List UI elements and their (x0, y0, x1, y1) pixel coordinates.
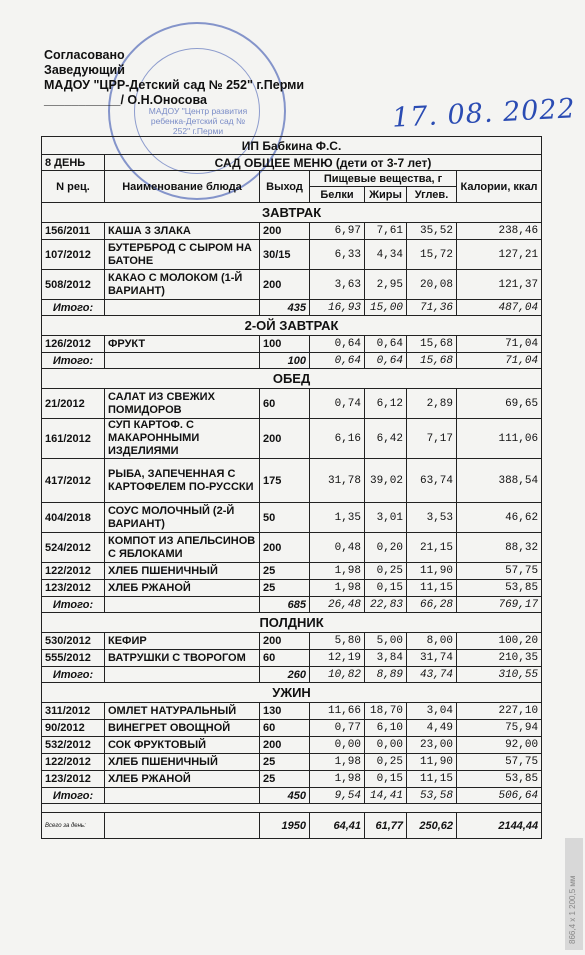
spacer-cell (42, 804, 542, 813)
dish-fat: 3,84 (365, 650, 407, 667)
dish-portion: 100 (260, 336, 310, 353)
total-label: Итого: (42, 788, 105, 804)
dish-row (42, 389, 542, 419)
dish-portion: 60 (260, 650, 310, 667)
recipe-number: 311/2012 (42, 703, 105, 720)
total-fat: 22,83 (365, 597, 407, 613)
col-rec: N рец. (42, 171, 105, 203)
handwritten-date: 17. 08. 2022 (391, 93, 577, 134)
total-portion: 435 (260, 300, 310, 316)
dish-protein: 0,77 (310, 720, 365, 737)
dish-protein: 0,64 (310, 336, 365, 353)
dish-protein: 1,98 (310, 754, 365, 771)
col-out: Выход (260, 171, 310, 203)
dish-carbs: 8,00 (407, 633, 457, 650)
dish-row (42, 336, 542, 353)
dish-name: КАША 3 ЗЛАКА (105, 223, 260, 240)
total-fat: 15,00 (365, 300, 407, 316)
total-label: Итого: (42, 597, 105, 613)
dish-protein: 1,98 (310, 580, 365, 597)
dish-fat: 0,25 (365, 754, 407, 771)
dish-carbs: 7,17 (407, 419, 457, 459)
dish-row (42, 503, 542, 533)
approval-line-2: Заведующий (44, 63, 125, 77)
dish-fat: 0,25 (365, 563, 407, 580)
dish-carbs: 11,90 (407, 563, 457, 580)
dish-protein: 0,00 (310, 737, 365, 754)
dish-row (42, 223, 542, 240)
section-total-row (42, 597, 542, 613)
section-header-row (42, 203, 542, 223)
recipe-number: 555/2012 (42, 650, 105, 667)
dish-portion: 60 (260, 389, 310, 419)
dish-carbs: 3,04 (407, 703, 457, 720)
recipe-number: 122/2012 (42, 563, 105, 580)
dish-name: САЛАТ ИЗ СВЕЖИХ ПОМИДОРОВ (105, 389, 260, 419)
dish-portion: 60 (260, 720, 310, 737)
dish-portion: 25 (260, 771, 310, 788)
dish-name: ВИНЕГРЕТ ОВОЩНОЙ (105, 720, 260, 737)
dish-fat: 6,42 (365, 419, 407, 459)
dish-row (42, 633, 542, 650)
dish-row (42, 580, 542, 597)
dish-portion: 130 (260, 703, 310, 720)
col-fat: Жиры (365, 187, 407, 203)
dish-name: СОУС МОЛОЧНЫЙ (2-Й ВАРИАНТ) (105, 503, 260, 533)
total-protein: 16,93 (310, 300, 365, 316)
dish-name: ХЛЕБ РЖАНОЙ (105, 771, 260, 788)
menu-title: САД ОБЩЕЕ МЕНЮ (дети от 3-7 лет) (105, 155, 542, 171)
recipe-number: 122/2012 (42, 754, 105, 771)
section-title: ОБЕД (42, 369, 542, 389)
dish-kcal: 53,85 (457, 771, 542, 788)
total-blank (105, 353, 260, 369)
total-portion: 100 (260, 353, 310, 369)
dish-protein: 12,19 (310, 650, 365, 667)
section-total-row (42, 667, 542, 683)
recipe-number: 123/2012 (42, 771, 105, 788)
dish-fat: 6,10 (365, 720, 407, 737)
total-protein: 9,54 (310, 788, 365, 804)
total-blank (105, 788, 260, 804)
total-carbs: 43,74 (407, 667, 457, 683)
dish-kcal: 127,21 (457, 240, 542, 270)
dish-carbs: 3,53 (407, 503, 457, 533)
dish-name: РЫБА, ЗАПЕЧЕННАЯ С КАРТОФЕЛЕМ ПО-РУССКИ (105, 459, 260, 503)
dish-name: ФРУКТ (105, 336, 260, 353)
dish-row (42, 240, 542, 270)
dish-kcal: 111,06 (457, 419, 542, 459)
recipe-number: 156/2011 (42, 223, 105, 240)
grand-total-kcal: 2144,44 (457, 813, 542, 839)
dish-kcal: 92,00 (457, 737, 542, 754)
section-total-row (42, 788, 542, 804)
dish-portion: 200 (260, 533, 310, 563)
total-carbs: 53,58 (407, 788, 457, 804)
total-protein: 0,64 (310, 353, 365, 369)
dish-row (42, 563, 542, 580)
dish-carbs: 63,74 (407, 459, 457, 503)
dish-kcal: 88,32 (457, 533, 542, 563)
dish-portion: 200 (260, 419, 310, 459)
dish-portion: 200 (260, 633, 310, 650)
dish-fat: 0,15 (365, 580, 407, 597)
grand-total-label: Всего за день: (42, 813, 105, 839)
dish-fat: 6,12 (365, 389, 407, 419)
dish-row (42, 419, 542, 459)
total-protein: 10,82 (310, 667, 365, 683)
dish-kcal: 121,37 (457, 270, 542, 300)
total-label: Итого: (42, 300, 105, 316)
section-header-row (42, 683, 542, 703)
menu-table-wrap (41, 136, 541, 839)
dish-fat: 4,34 (365, 240, 407, 270)
approval-line-1: Согласовано (44, 48, 125, 62)
dish-name: ХЛЕБ ПШЕНИЧНЫЙ (105, 563, 260, 580)
dish-name: СУП КАРТОФ. С МАКАРОННЫМИ ИЗДЕЛИЯМИ (105, 419, 260, 459)
total-kcal: 71,04 (457, 353, 542, 369)
total-kcal: 769,17 (457, 597, 542, 613)
col-name: Наименование блюда (105, 171, 260, 203)
dish-portion: 200 (260, 270, 310, 300)
recipe-number: 417/2012 (42, 459, 105, 503)
dish-carbs: 4,49 (407, 720, 457, 737)
dish-row (42, 533, 542, 563)
company-name: ИП Бабкина Ф.С. (42, 137, 542, 155)
dish-carbs: 31,74 (407, 650, 457, 667)
total-portion: 260 (260, 667, 310, 683)
recipe-number: 532/2012 (42, 737, 105, 754)
dish-name: ВАТРУШКИ С ТВОРОГОМ (105, 650, 260, 667)
total-label: Итого: (42, 353, 105, 369)
total-fat: 14,41 (365, 788, 407, 804)
dish-carbs: 15,72 (407, 240, 457, 270)
section-title: ЗАВТРАК (42, 203, 542, 223)
scan-size-label (565, 838, 583, 950)
dish-carbs: 11,15 (407, 580, 457, 597)
section-total-row (42, 300, 542, 316)
dish-kcal: 57,75 (457, 754, 542, 771)
dish-fat: 0,15 (365, 771, 407, 788)
dish-portion: 25 (260, 563, 310, 580)
dish-row (42, 771, 542, 788)
dish-protein: 6,97 (310, 223, 365, 240)
total-fat: 8,89 (365, 667, 407, 683)
total-carbs: 66,28 (407, 597, 457, 613)
grand-total-row (42, 813, 542, 839)
total-fat: 0,64 (365, 353, 407, 369)
dish-carbs: 11,15 (407, 771, 457, 788)
recipe-number: 530/2012 (42, 633, 105, 650)
dish-fat: 0,20 (365, 533, 407, 563)
section-total-row (42, 353, 542, 369)
dish-carbs: 35,52 (407, 223, 457, 240)
grand-total-carbs: 250,62 (407, 813, 457, 839)
dish-fat: 2,95 (365, 270, 407, 300)
dish-kcal: 388,54 (457, 459, 542, 503)
approval-line-3: МАДОУ "ЦРР-Детский сад № 252" г.Перми (44, 78, 305, 92)
dish-kcal: 53,85 (457, 580, 542, 597)
total-blank (105, 597, 260, 613)
dish-protein: 5,80 (310, 633, 365, 650)
dish-row (42, 703, 542, 720)
total-portion: 685 (260, 597, 310, 613)
recipe-number: 404/2018 (42, 503, 105, 533)
dish-name: КЕФИР (105, 633, 260, 650)
dish-portion: 50 (260, 503, 310, 533)
recipe-number: 524/2012 (42, 533, 105, 563)
total-carbs: 15,68 (407, 353, 457, 369)
dish-protein: 1,98 (310, 563, 365, 580)
dish-protein: 0,74 (310, 389, 365, 419)
dish-name: ОМЛЕТ НАТУРАЛЬНЫЙ (105, 703, 260, 720)
dish-kcal: 69,65 (457, 389, 542, 419)
dish-fat: 7,61 (365, 223, 407, 240)
dish-carbs: 15,68 (407, 336, 457, 353)
dish-kcal: 227,10 (457, 703, 542, 720)
grand-total-portion: 1950 (260, 813, 310, 839)
total-protein: 26,48 (310, 597, 365, 613)
dish-name: ХЛЕБ РЖАНОЙ (105, 580, 260, 597)
dish-kcal: 46,62 (457, 503, 542, 533)
dish-fat: 0,64 (365, 336, 407, 353)
dish-fat: 5,00 (365, 633, 407, 650)
total-blank (105, 667, 260, 683)
dish-portion: 25 (260, 580, 310, 597)
total-kcal: 506,64 (457, 788, 542, 804)
dish-fat: 39,02 (365, 459, 407, 503)
dish-portion: 30/15 (260, 240, 310, 270)
recipe-number: 508/2012 (42, 270, 105, 300)
dish-protein: 3,63 (310, 270, 365, 300)
col-kcal: Калории, ккал (457, 171, 542, 203)
dish-protein: 1,98 (310, 771, 365, 788)
scan-size-text: 866,4 x 1 200,5 мм (568, 875, 577, 944)
grand-total-blank (105, 813, 260, 839)
dish-row (42, 754, 542, 771)
approval-block (44, 48, 304, 108)
dish-row (42, 650, 542, 667)
section-header-row (42, 369, 542, 389)
grand-total-fat: 61,77 (365, 813, 407, 839)
dish-carbs: 21,15 (407, 533, 457, 563)
dish-portion: 175 (260, 459, 310, 503)
dish-name: КОМПОТ ИЗ АПЕЛЬСИНОВ С ЯБЛОКАМИ (105, 533, 260, 563)
dish-portion: 200 (260, 737, 310, 754)
dish-row (42, 270, 542, 300)
recipe-number: 107/2012 (42, 240, 105, 270)
section-title: 2-ОЙ ЗАВТРАК (42, 316, 542, 336)
total-blank (105, 300, 260, 316)
dish-portion: 25 (260, 754, 310, 771)
section-title: УЖИН (42, 683, 542, 703)
dish-protein: 6,16 (310, 419, 365, 459)
dish-name: КАКАО С МОЛОКОМ (1-Й ВАРИАНТ) (105, 270, 260, 300)
dish-carbs: 2,89 (407, 389, 457, 419)
total-kcal: 487,04 (457, 300, 542, 316)
col-carbs: Углев. (407, 187, 457, 203)
dish-kcal: 210,35 (457, 650, 542, 667)
section-header-row (42, 613, 542, 633)
menu-table (41, 136, 542, 839)
total-carbs: 71,36 (407, 300, 457, 316)
dish-kcal: 100,20 (457, 633, 542, 650)
total-kcal: 310,55 (457, 667, 542, 683)
spacer-row (42, 804, 542, 813)
col-protein: Белки (310, 187, 365, 203)
dish-carbs: 23,00 (407, 737, 457, 754)
dish-protein: 31,78 (310, 459, 365, 503)
dish-protein: 11,66 (310, 703, 365, 720)
dish-name: БУТЕРБРОД С СЫРОМ НА БАТОНЕ (105, 240, 260, 270)
dish-name: ХЛЕБ ПШЕНИЧНЫЙ (105, 754, 260, 771)
recipe-number: 90/2012 (42, 720, 105, 737)
recipe-number: 126/2012 (42, 336, 105, 353)
dish-kcal: 75,94 (457, 720, 542, 737)
dish-kcal: 57,75 (457, 563, 542, 580)
recipe-number: 21/2012 (42, 389, 105, 419)
dish-row (42, 720, 542, 737)
dish-row (42, 737, 542, 754)
dish-portion: 200 (260, 223, 310, 240)
section-title: ПОЛДНИК (42, 613, 542, 633)
dish-protein: 1,35 (310, 503, 365, 533)
section-header-row (42, 316, 542, 336)
dish-protein: 6,33 (310, 240, 365, 270)
recipe-number: 161/2012 (42, 419, 105, 459)
stamp-text: МАДОУ "Центр развития ребенка-Детский сад № 252" г.Перми (148, 106, 248, 136)
col-nutrients: Пищевые вещества, г (310, 171, 457, 187)
dish-fat: 0,00 (365, 737, 407, 754)
dish-protein: 0,48 (310, 533, 365, 563)
dish-carbs: 11,90 (407, 754, 457, 771)
dish-kcal: 71,04 (457, 336, 542, 353)
approval-line-4: ___________/ О.Н.Оносова (44, 93, 207, 107)
dish-name: СОК ФРУКТОВЫЙ (105, 737, 260, 754)
day-label: 8 ДЕНЬ (42, 155, 105, 171)
total-label: Итого: (42, 667, 105, 683)
total-portion: 450 (260, 788, 310, 804)
dish-fat: 18,70 (365, 703, 407, 720)
dish-fat: 3,01 (365, 503, 407, 533)
recipe-number: 123/2012 (42, 580, 105, 597)
grand-total-protein: 64,41 (310, 813, 365, 839)
dish-row (42, 459, 542, 503)
dish-kcal: 238,46 (457, 223, 542, 240)
dish-carbs: 20,08 (407, 270, 457, 300)
